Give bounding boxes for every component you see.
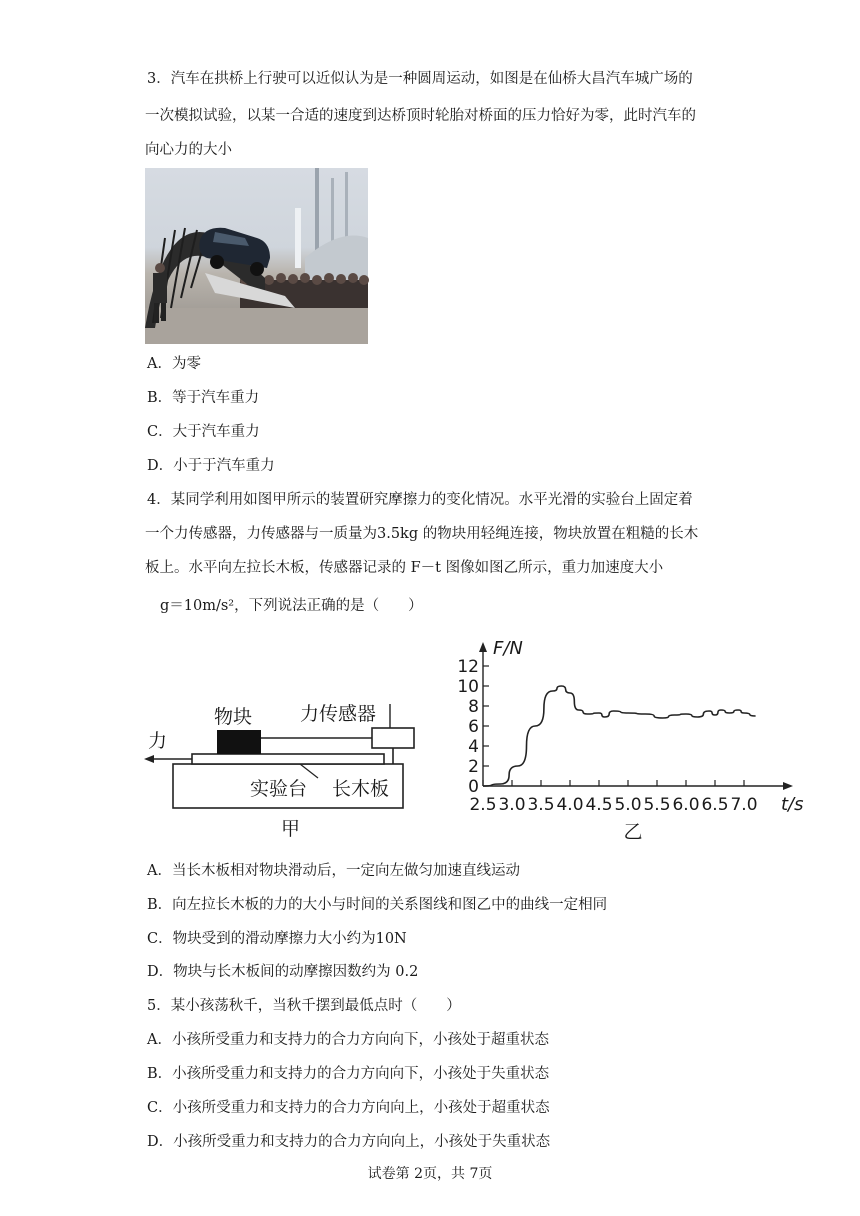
q3-line-3: 向心力的大小	[145, 142, 232, 158]
x-tick-label: 5.0	[614, 795, 642, 815]
page-footer: 试卷第 2页，共 7页	[367, 1166, 493, 1182]
q5-line-1: 5．某小孩荡秋千，当秋千摆到最低点时（ ）	[147, 998, 461, 1014]
q4-option-c: C．物块受到的滑动摩擦力大小约为10N	[147, 931, 407, 947]
block	[217, 730, 261, 754]
label-sensor: 力传感器	[300, 703, 377, 725]
q3-option-a: A．为零	[147, 356, 201, 372]
label-table: 实验台	[250, 778, 308, 800]
x-tick-label: 7.0	[730, 795, 758, 815]
y-tick-label: 10	[457, 677, 479, 697]
caption-jia: 甲	[281, 818, 301, 840]
q5-option-a: A．小孩所受重力和支持力的合力方向向下，小孩处于超重状态	[147, 1032, 549, 1048]
label-force: 力	[148, 730, 168, 752]
q4-line-3: 板上。水平向左拉长木板，传感器记录的 F－t 图像如图乙所示，重力加速度大小	[145, 560, 664, 576]
y-tick-label: 8	[468, 697, 479, 717]
force-time-chart	[455, 638, 804, 843]
x-tick-label: 2.5	[469, 795, 497, 815]
y-tick-label: 0	[468, 777, 479, 797]
q4-option-a: A．当长木板相对物块滑动后，一定向左做匀加速直线运动	[147, 863, 520, 879]
q3-line-1: 3．汽车在拱桥上行驶可以近似认为是一种圆周运动，如图是在仙桥大昌汽车城广场的	[147, 71, 693, 87]
long-board	[192, 754, 384, 764]
x-tick-label: 6.5	[701, 795, 729, 815]
x-axis-label: t/s	[781, 794, 804, 815]
q4-line-4: g＝10m/s²，下列说法正确的是（ ）	[160, 598, 423, 614]
q4-line-2: 一个力传感器，力传感器与一质量为3.5kg 的物块用轻绳连接，物块放置在粗糙的长木	[145, 526, 699, 542]
q4-option-d: D．物块与长木板间的动摩擦因数约为 0.2	[147, 964, 419, 980]
x-axis-arrow-icon	[783, 782, 793, 790]
caption-yi: 乙	[623, 821, 643, 843]
x-tick-label: 3.5	[527, 795, 555, 815]
label-block: 物块	[214, 706, 253, 728]
q4-line-1: 4．某同学利用如图甲所示的装置研究摩擦力的变化情况。水平光滑的实验台上固定着	[147, 492, 693, 508]
y-tick-label: 2	[468, 757, 479, 777]
x-tick-label: 4.5	[585, 795, 613, 815]
q5-option-c: C．小孩所受重力和支持力的合力方向向上，小孩处于超重状态	[147, 1100, 550, 1116]
q4-option-b: B．向左拉长木板的力的大小与时间的关系图线和图乙中的曲线一定相同	[147, 897, 608, 913]
y-axis-label: F/N	[493, 638, 523, 659]
q5-option-b: B．小孩所受重力和支持力的合力方向向下，小孩处于失重状态	[147, 1066, 550, 1082]
label-board: 长木板	[332, 778, 390, 800]
y-tick-label: 4	[468, 737, 479, 757]
y-axis-arrow-icon	[479, 642, 487, 652]
x-tick-label: 6.0	[672, 795, 700, 815]
q3-option-b: B．等于汽车重力	[147, 390, 260, 406]
photo-illustration	[145, 168, 368, 344]
force-sensor	[372, 728, 414, 748]
series-line-0	[483, 686, 756, 786]
y-tick-label: 12	[457, 657, 479, 677]
car-on-arch-bridge-photo	[145, 168, 368, 344]
q5-option-d: D．小孩所受重力和支持力的合力方向向上，小孩处于失重状态	[147, 1134, 551, 1150]
x-tick-label: 3.0	[498, 795, 526, 815]
y-tick-label: 6	[468, 717, 479, 737]
x-tick-label: 5.5	[643, 795, 671, 815]
q3-line-2: 一次模拟试验，以某一合适的速度到达桥顶时轮胎对桥面的压力恰好为零，此时汽车的	[145, 108, 696, 124]
apparatus-diagram	[140, 690, 430, 845]
q3-option-c: C．大于汽车重力	[147, 424, 260, 440]
x-tick-label: 4.0	[556, 795, 584, 815]
q3-option-d: D．小于于汽车重力	[147, 458, 275, 474]
